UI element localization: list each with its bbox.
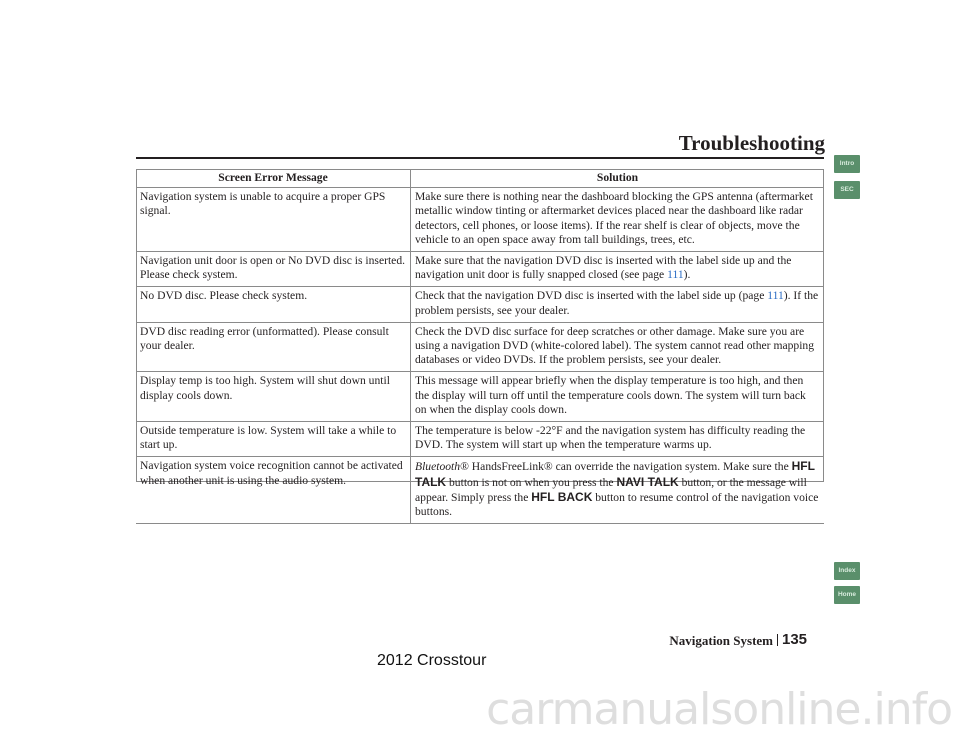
- error-message: Navigation system voice recognition cannot be activated when another unit is using the audio system.: [136, 457, 411, 524]
- hfl-back-button-label: HFL BACK: [531, 489, 593, 504]
- solution-part: ). If the problem persists, see your dealer.: [415, 289, 819, 317]
- table-row: [136, 322, 824, 372]
- index-tab[interactable]: Index: [834, 562, 860, 580]
- footer-separator: [777, 634, 778, 646]
- watermark: carmanualsonline.info: [486, 684, 952, 735]
- error-message: DVD disc reading error (unformatted). Please consult your dealer.: [136, 322, 411, 372]
- error-message: Navigation unit door is open or No DVD disc is inserted. Please check system.: [136, 252, 411, 287]
- table-row: [136, 422, 824, 457]
- solution-part: ).: [683, 268, 691, 282]
- bluetooth-term: Bluetooth: [415, 460, 461, 474]
- solution-text: This message will appear briefly when the display temperature is too high, and then the display will turn off until the temperature cools down. The system will turn back on when the display cools down.: [411, 372, 825, 422]
- page-number: 135: [782, 631, 808, 648]
- solution-part: button to resume control of the navigation voice buttons.: [415, 490, 819, 519]
- intro-tab[interactable]: Intro: [834, 155, 860, 173]
- sec-tab[interactable]: SEC: [834, 181, 860, 199]
- error-message: Display temp is too high. System will shut down until display cools down.: [136, 372, 411, 422]
- solution-text: The temperature is below -22°F and the navigation system has difficulty reading the DVD. The system will start up when the temperature warms up.: [411, 422, 825, 457]
- table-row: [136, 372, 824, 422]
- solution-part: Check that the navigation DVD disc is inserted with the label side up (page: [415, 289, 768, 303]
- solution-text: [411, 457, 825, 524]
- solution-part: button is not on when you press the: [446, 475, 617, 489]
- table-row: [136, 252, 824, 287]
- column-header-message: Screen Error Message: [136, 170, 411, 188]
- footer-section-name: Navigation System: [669, 633, 773, 648]
- model-label: 2012 Crosstour: [377, 652, 487, 669]
- table-row: [136, 188, 824, 252]
- solution-text: [411, 287, 825, 322]
- navi-talk-button-label: NAVI TALK: [616, 474, 679, 489]
- table-row: [136, 457, 824, 524]
- solution-part: ® HandsFreeLink® can override the navigation system. Make sure the: [460, 460, 792, 474]
- home-tab[interactable]: Home: [834, 586, 860, 604]
- solution-part: button, or the message will appear. Simply press the: [415, 475, 807, 504]
- solution-text: [411, 252, 825, 287]
- solution-text: Check the DVD disc surface for deep scratches or other damage. Make sure you are using a navigation DVD (white-colored label). The system cannot read other mapping databases or video DVDs. If the problem persists, see your dealer.: [411, 322, 825, 372]
- error-message: Navigation system is unable to acquire a proper GPS signal.: [136, 188, 411, 252]
- hfl-talk-button-label: HFL TALK: [415, 459, 815, 489]
- solution-part: Make sure that the navigation DVD disc is inserted with the label side up and the navigation unit door is fully snapped closed (see page: [415, 254, 792, 282]
- title-rule: [136, 157, 824, 159]
- page-link[interactable]: 111: [767, 289, 784, 303]
- page-title: Troubleshooting: [678, 131, 825, 155]
- troubleshooting-table: [136, 170, 824, 524]
- error-message: Outside temperature is low. System will take a while to start up.: [136, 422, 411, 457]
- table-row: [136, 287, 824, 322]
- column-header-solution: Solution: [411, 170, 825, 188]
- table-header-row: [136, 170, 824, 188]
- page-link[interactable]: 111: [667, 268, 684, 282]
- solution-text: Make sure there is nothing near the dashboard blocking the GPS antenna (aftermarket metallic window tinting or aftermarket devices placed near the dashboard like radar detectors, cell phones, or loose items). If the rear shelf is clear of objects, move the vehicle to an open space away from tall buildings, trees, etc.: [411, 188, 825, 252]
- error-message: No DVD disc. Please check system.: [136, 287, 411, 322]
